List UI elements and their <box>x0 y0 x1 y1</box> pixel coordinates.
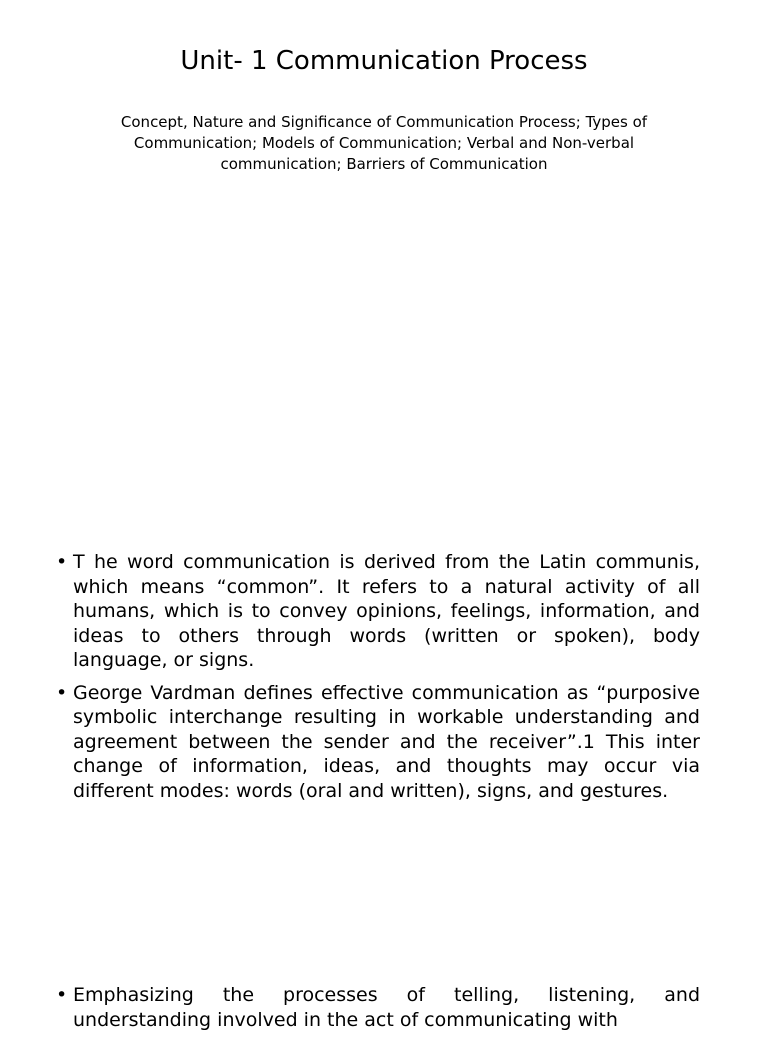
bullet-text: Emphasizing the processes of telling, listening, and understanding involved in the act of communicating with <box>73 984 700 1031</box>
bullet-icon: • <box>56 551 68 573</box>
bullet-list-emphasis <box>56 983 700 1040</box>
bullet-text: George Vardman defines effective communication as “purposive symbolic interchange resulting in workable understanding and agreement between the sender and the receiver”.1 This inter change of information, ideas, and thoughts may occur via different modes: words (oral and written), signs, and gestures. <box>73 681 700 802</box>
page-title: Unit- 1 Communication Process <box>180 46 588 76</box>
bullet-text: T he word communication is derived from the Latin communis, which means “common”. It refers to a natural activity of all humans, which is to convey opinions, feelings, information, and ideas to others through words (written or spoken), body language, or signs. <box>73 551 700 671</box>
bullet-icon: • <box>56 681 68 704</box>
bullet-item-origin <box>56 550 700 673</box>
bullet-list-definition <box>56 550 700 811</box>
page-subtitle: Concept, Nature and Significance of Communication Process; Types of Communication; Models of Communication; Verbal and Non-verbal communication; Barriers of Communication <box>120 113 648 173</box>
bullet-item-emphasis <box>56 983 700 1032</box>
bullet-item-vardman <box>56 681 700 804</box>
bullet-icon: • <box>56 984 68 1006</box>
